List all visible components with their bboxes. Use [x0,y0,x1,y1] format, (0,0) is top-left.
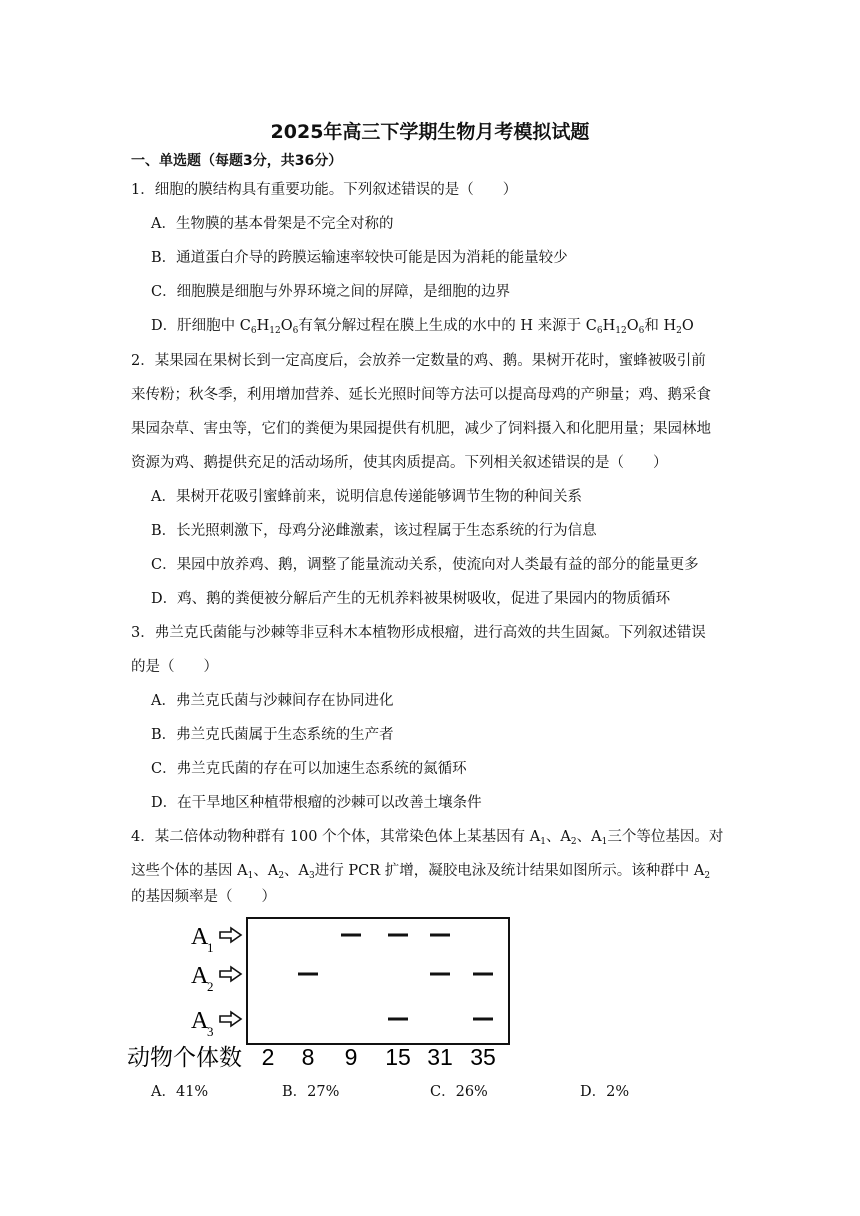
question-3-option-b: B．弗兰克氏菌属于生态系统的生产者 [151,727,394,743]
question-2-option-a: A．果树开花吸引蜜蜂前来，说明信息传递能够调节生物的种间关系 [151,489,582,505]
gel-frame [247,918,509,1044]
question-3-line-2: 的是（ ） [131,659,218,675]
section-header: 一、单选题（每题3分，共36分） [131,153,343,169]
count-axis-label: 动物个体数 [127,1044,242,1070]
question-4-line-2: 这些个体的基因 $A_1$、$A_2$、$A_3$进行 PCR 扩增，凝胶电泳及统计结果如图所示。该种群中 $A_2$ [131,863,711,881]
allele-label-3: A [191,1008,209,1034]
question-2-option-d: D．鸡、鹅的粪便被分解后产生的无机养料被果树吸收，促进了果园内的物质循环 [151,591,671,607]
count-label: 31 [427,1044,453,1070]
question-4-option-d: D．2% [580,1084,630,1100]
question-2-option-b: B．长光照刺激下，母鸡分泌雌激素，该过程属于生态系统的行为信息 [151,523,597,539]
allele-subscript-3: 3 [207,1024,214,1039]
arrow-icon [220,967,241,981]
question-4-option-b: B．27% [282,1084,340,1100]
question-4-option-c: C．26% [430,1084,488,1100]
page-title: 2025年高三下学期生物月考模拟试题 [270,121,590,143]
allele-subscript-2: 2 [207,979,214,994]
question-4-line-3: 的基因频率是（ ） [131,889,276,905]
question-2-line-2: 来传粉；秋冬季，利用增加营养、延长光照时间等方法可以提高母鸡的产卵量；鸡、鹅采食 [131,387,711,403]
question-3-option-d: D．在干旱地区种植带根瘤的沙棘可以改善土壤条件 [151,795,482,811]
question-2-line-3: 果园杂草、害虫等，它们的粪便为果园提供有机肥，减少了饲料摄入和化肥用量；果园林地 [131,421,711,437]
question-2-line-1: 2．某果园在果树长到一定高度后，会放养一定数量的鸡、鹅。果树开花时，蜜蜂被吸引前 [131,353,706,369]
question-3-option-a: A．弗兰克氏菌与沙棘间存在协同进化 [151,693,394,709]
question-4-option-a: A．41% [151,1084,209,1100]
count-label: 15 [385,1044,411,1070]
question-1-option-d: D．肝细胞中 $C_6H_{12}O_6$有氧分解过程在膜上生成的水中的 H 来源于 $C_6H_{12}O_6$和 $H_2O$ [151,318,694,336]
allele-label-2: A [191,963,209,989]
question-1-option-a: A．生物膜的基本骨架是不完全对称的 [151,216,394,232]
question-1-stem: 1．细胞的膜结构具有重要功能。下列叙述错误的是（ ） [131,182,518,198]
count-label: 2 [261,1044,275,1070]
question-1-option-b: B．通道蛋白介导的跨膜运输速率较快可能是因为消耗的能量较少 [151,250,568,266]
count-label: 8 [301,1044,315,1070]
arrow-icon [220,928,241,942]
question-1-option-c: C．细胞膜是细胞与外界环境之间的屏障，是细胞的边界 [151,284,511,300]
question-4-line-1: 4．某二倍体动物种群有 100 个个体，其常染色体上某基因有 $A_1$、$A_2$、$A_1$三个等位基因。对 [131,829,724,847]
allele-subscript-1: 1 [207,940,214,955]
allele-label-1: A [191,924,209,950]
gel-electrophoresis-figure [125,905,525,1073]
arrow-icon [220,1012,241,1026]
question-2-option-c: C．果园中放养鸡、鹅，调整了能量流动关系，使流向对人类最有益的部分的能量更多 [151,557,699,573]
count-label: 35 [470,1044,496,1070]
question-2-line-4: 资源为鸡、鹅提供充足的活动场所，使其肉质提高。下列相关叙述错误的是（ ） [131,455,668,471]
question-3-line-1: 3．弗兰克氏菌能与沙棘等非豆科木本植物形成根瘤，进行高效的共生固氮。下列叙述错误 [131,625,706,641]
count-label: 9 [344,1044,358,1070]
question-3-option-c: C．弗兰克氏菌的存在可以加速生态系统的氮循环 [151,761,467,777]
